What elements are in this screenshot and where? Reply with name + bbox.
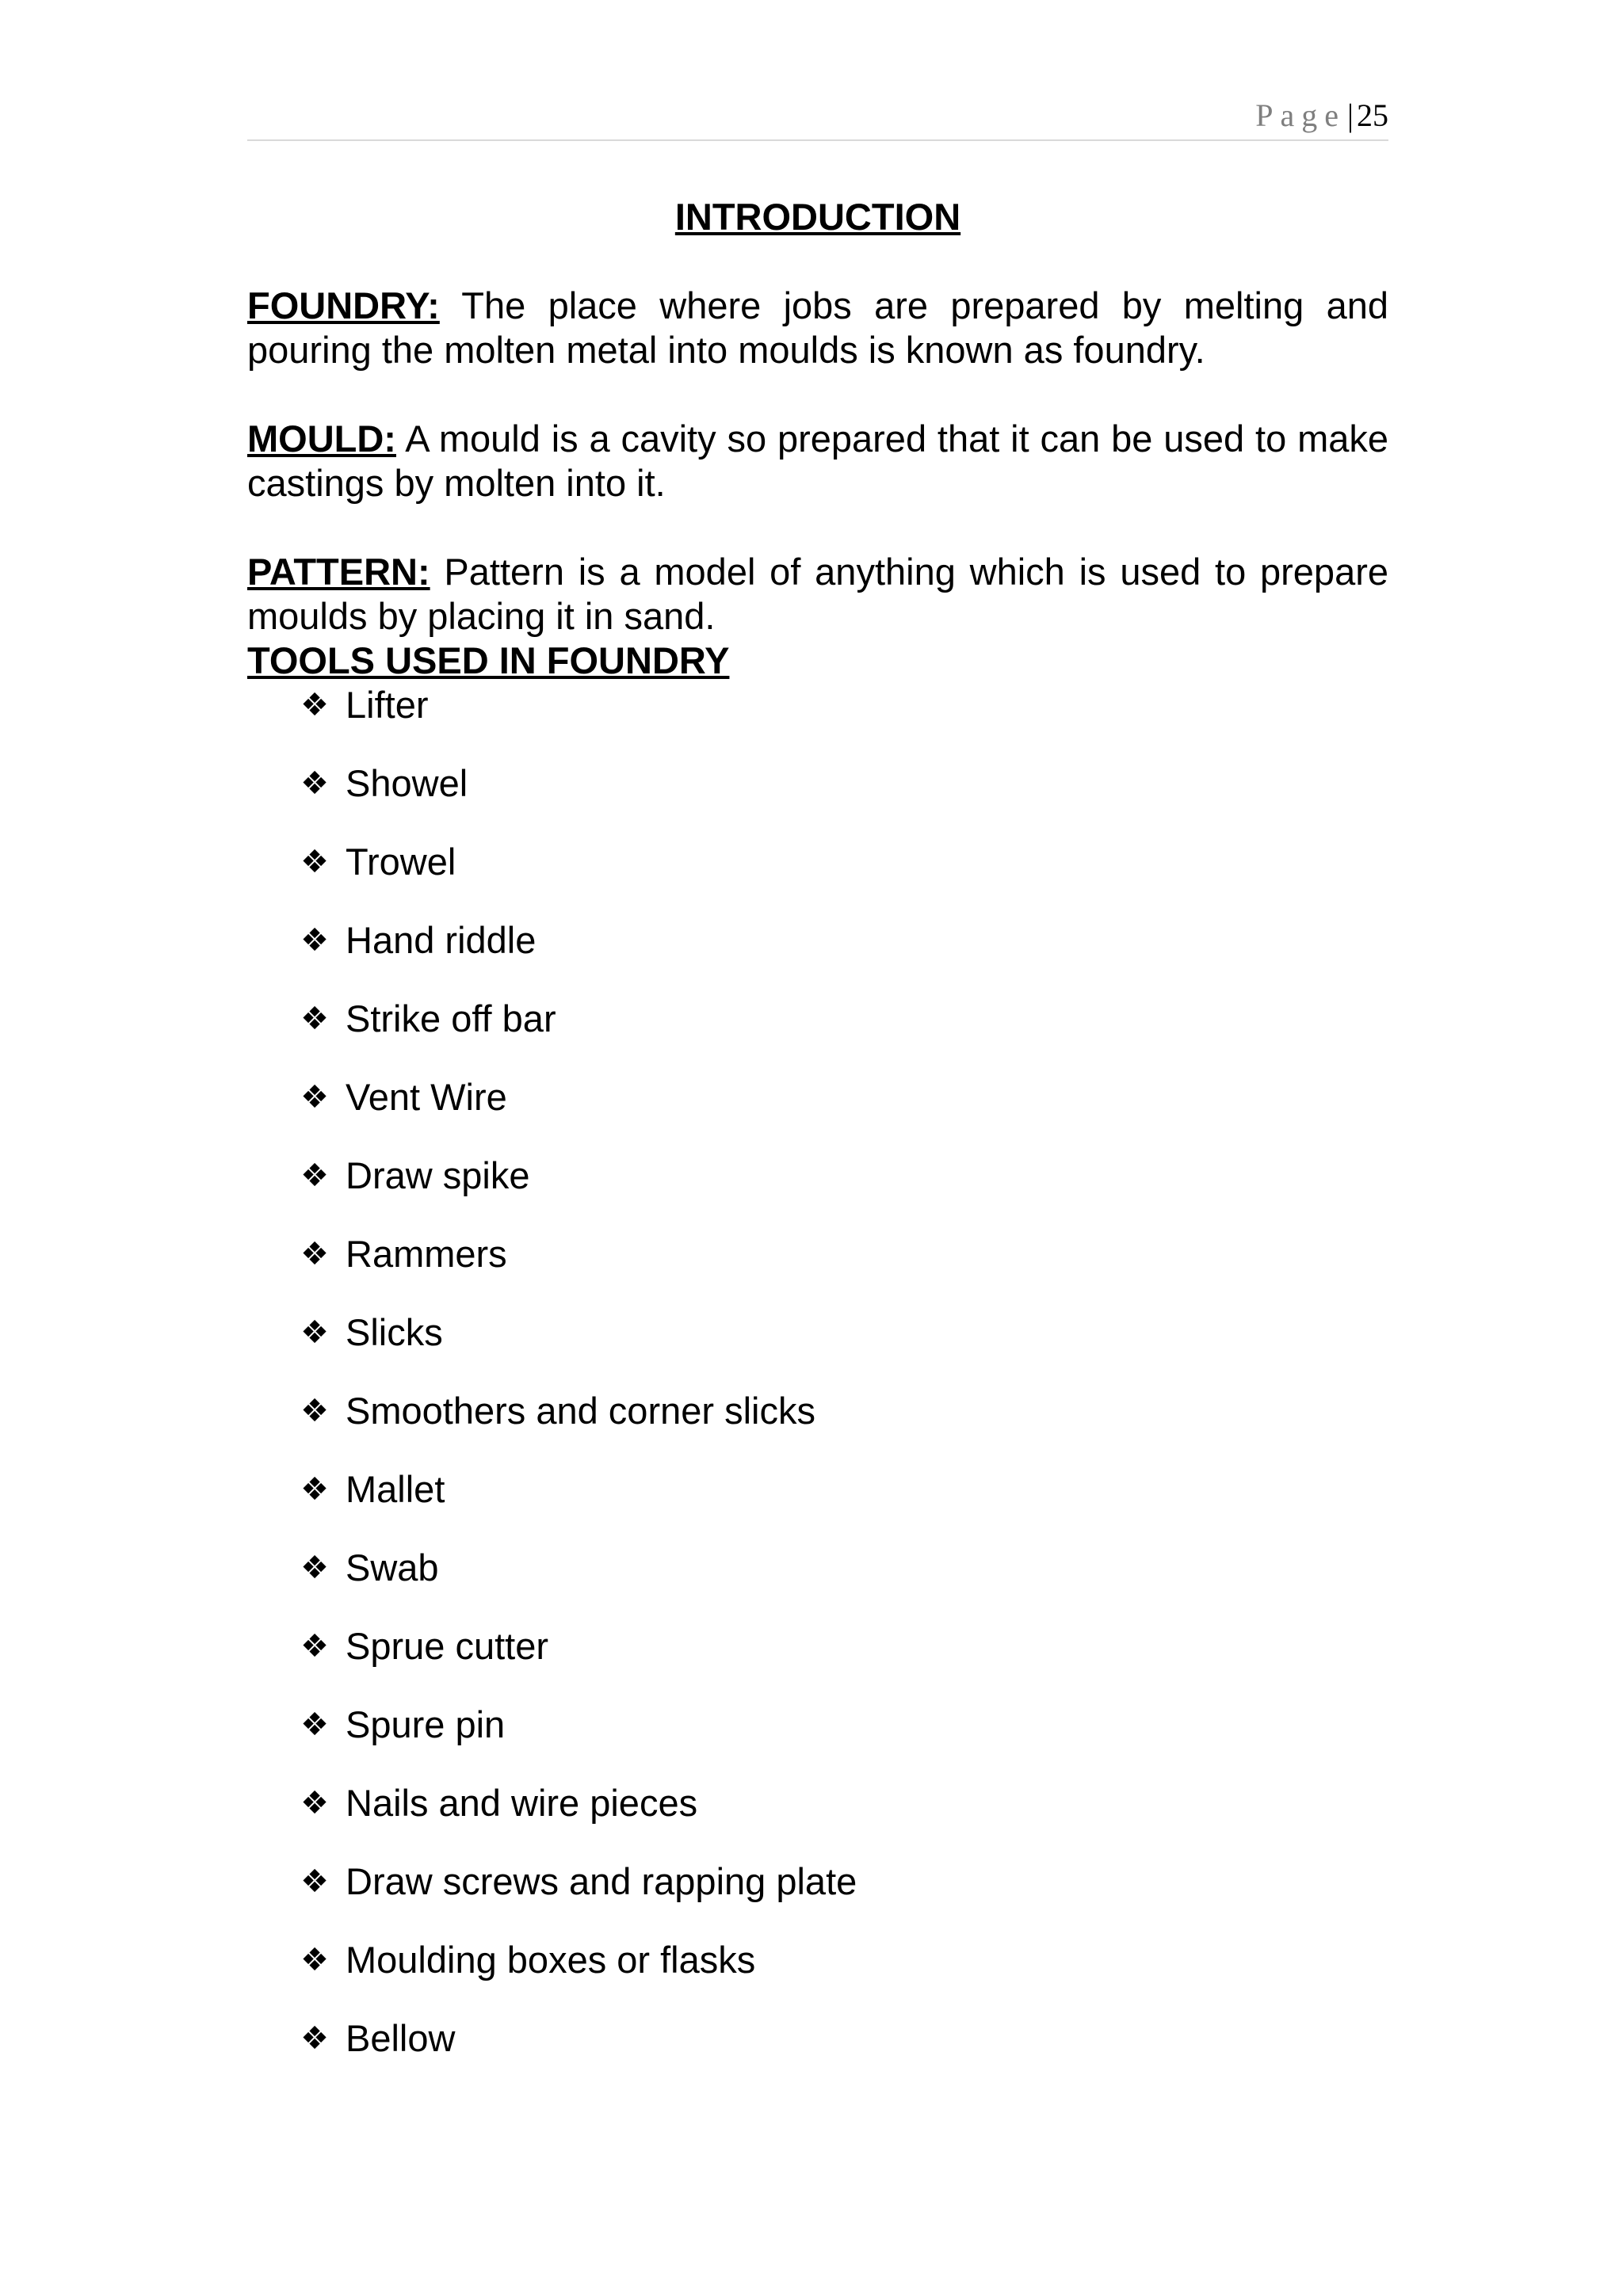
definition-term: FOUNDRY:: [247, 284, 440, 326]
tool-list-item: [247, 1703, 1388, 1781]
tool-list-item: [247, 761, 1388, 840]
tool-list-item: [247, 1310, 1388, 1389]
tool-list-item: [247, 2016, 1388, 2095]
tool-name: Trowel: [346, 841, 456, 883]
tool-list-item: [247, 1781, 1388, 1859]
diamond-bullet-icon: ❖: [300, 1942, 329, 1978]
tool-name: Draw screws and rapping plate: [346, 1860, 857, 1902]
tool-list-item: [247, 1154, 1388, 1232]
definition-pattern: [247, 550, 1388, 639]
tool-list-item: [247, 997, 1388, 1075]
diamond-bullet-icon: ❖: [300, 765, 329, 802]
tool-name: Smoothers and corner slicks: [346, 1390, 815, 1432]
tool-name: Lifter: [346, 684, 429, 726]
tools-heading: TOOLS USED IN FOUNDRY: [247, 639, 730, 681]
definition-term: MOULD:: [247, 418, 396, 460]
definition-term: PATTERN:: [247, 551, 430, 593]
diamond-bullet-icon: ❖: [300, 844, 329, 880]
tool-name: Spure pin: [346, 1703, 506, 1745]
tool-list-item: [247, 840, 1388, 918]
diamond-bullet-icon: ❖: [300, 1863, 329, 1900]
tool-name: Bellow: [346, 2017, 456, 2059]
tool-name: Swab: [346, 1547, 439, 1589]
tool-list-item: [247, 1859, 1388, 1938]
page-number: 25: [1357, 97, 1388, 133]
diamond-bullet-icon: ❖: [300, 2020, 329, 2057]
tool-list-item: [247, 1075, 1388, 1154]
tool-name: Draw spike: [346, 1154, 530, 1196]
diamond-bullet-icon: ❖: [300, 687, 329, 723]
tool-list-item: [247, 1938, 1388, 2016]
definition-text: A mould is a cavity so prepared that it can be used to make castings by molten into it.: [247, 418, 1389, 504]
definition-mould: [247, 417, 1388, 505]
tool-name: Moulding boxes or flasks: [346, 1939, 756, 1981]
definition-text: Pattern is a model of anything which is used to prepare moulds by placing it in sand.: [247, 551, 1388, 637]
tool-name: Hand riddle: [346, 919, 537, 961]
diamond-bullet-icon: ❖: [300, 1001, 329, 1037]
diamond-bullet-icon: ❖: [300, 1393, 329, 1429]
tool-list-item: [247, 1232, 1388, 1310]
page-content: [247, 195, 1388, 2095]
diamond-bullet-icon: ❖: [300, 1158, 329, 1194]
tools-list: [247, 683, 1388, 2095]
page-label: Page: [1255, 97, 1346, 133]
diamond-bullet-icon: ❖: [300, 1707, 329, 1743]
page-title: INTRODUCTION: [674, 196, 961, 238]
diamond-bullet-icon: ❖: [300, 1314, 329, 1351]
diamond-bullet-icon: ❖: [300, 1785, 329, 1821]
page-separator: |: [1346, 97, 1354, 133]
tool-name: Nails and wire pieces: [346, 1782, 698, 1824]
tool-list-item: [247, 683, 1388, 761]
tool-name: Slicks: [346, 1311, 443, 1353]
diamond-bullet-icon: ❖: [300, 922, 329, 959]
diamond-bullet-icon: ❖: [300, 1471, 329, 1508]
tool-list-item: [247, 1546, 1388, 1624]
tool-name: Vent Wire: [346, 1076, 507, 1118]
tool-name: Rammers: [346, 1233, 507, 1275]
definition-text: The place where jobs are prepared by melting and pouring the molten metal into moulds is known as foundry.: [247, 284, 1388, 371]
tool-list-item: [247, 1389, 1388, 1467]
page-header: [247, 97, 1388, 141]
tool-list-item: [247, 1624, 1388, 1703]
tool-list-item: [247, 918, 1388, 997]
tool-name: Sprue cutter: [346, 1625, 549, 1667]
tool-name: Showel: [346, 762, 468, 804]
definition-foundry: [247, 284, 1388, 372]
diamond-bullet-icon: ❖: [300, 1550, 329, 1586]
diamond-bullet-icon: ❖: [300, 1236, 329, 1272]
tool-name: Mallet: [346, 1468, 445, 1510]
tool-name: Strike off bar: [346, 997, 556, 1039]
diamond-bullet-icon: ❖: [300, 1628, 329, 1665]
diamond-bullet-icon: ❖: [300, 1079, 329, 1116]
tool-list-item: [247, 1467, 1388, 1546]
